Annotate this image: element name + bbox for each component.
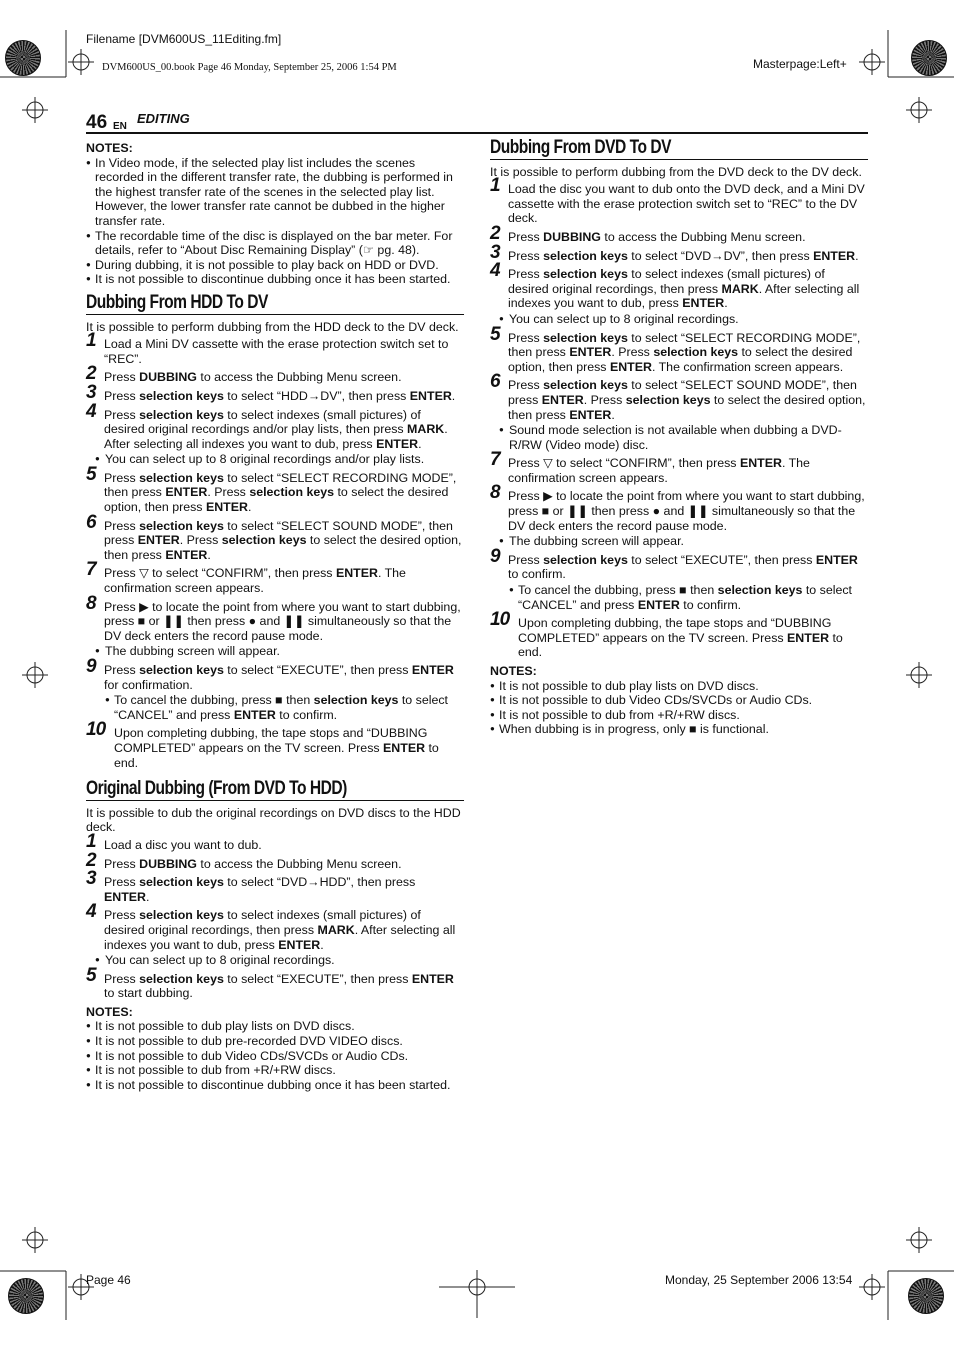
section-intro: It is possible to perform dubbing from the DVD deck to the DV deck. <box>490 164 862 179</box>
step-number: 4 <box>490 260 501 282</box>
note-item: ● When dubbing is in progress, only ■ is functional. <box>490 722 868 737</box>
step-note: ● To cancel the dubbing, press ■ then selection keys to select “CANCEL” and press ENTER to confirm. <box>490 583 868 612</box>
notes-title: NOTES: <box>86 1004 133 1019</box>
step: 5 Press selection keys to select “EXECUTE”, then press ENTER to start dubbing. <box>86 964 454 1001</box>
step-number: 5 <box>86 964 97 986</box>
page-heading <box>86 112 868 134</box>
step-note: ● You can select up to 8 original recordings. <box>490 312 868 327</box>
page-number: 46 <box>86 112 108 133</box>
section-title-original-dubbing: Original Dubbing (From DVD To HDD) <box>86 782 464 801</box>
footer-page-label: Page 46 <box>86 1273 131 1287</box>
step-number: 4 <box>86 400 97 422</box>
step: 2 Press DUBBING to access the Dubbing Menu screen. <box>490 222 806 244</box>
section-title-hdd-to-dv: Dubbing From HDD To DV <box>86 296 464 315</box>
step: 5 Press selection keys to select “SELECT RECORDING MODE”, then press ENTER. Press selection keys to select the desired option, then press ENTER. <box>86 463 457 515</box>
step-number: 7 <box>490 449 501 471</box>
step-number: 8 <box>86 592 97 614</box>
step: 6 Press selection keys to select “SELECT SOUND MODE”, then press ENTER. Press selection keys to select the desired option, then press ENTER. <box>490 371 866 422</box>
step-number: 1 <box>86 830 97 852</box>
step-number: 6 <box>86 511 97 533</box>
step-number: 10 <box>490 609 510 631</box>
step-note: ● To cancel the dubbing, press ■ then selection keys to select “CANCEL” and press ENTER to confirm. <box>86 693 464 722</box>
step-number: 9 <box>86 656 97 677</box>
section-title-dvd-to-dv: Dubbing From DVD To DV <box>490 141 868 160</box>
notes-title: NOTES: <box>86 141 133 155</box>
step-number: 7 <box>86 559 97 581</box>
step: 10 Upon completing dubbing, the tape stops and “DUBBING COMPLETED” appears on the TV screen. Press ENTER to end. <box>490 609 843 660</box>
step-text: Load a Mini DV cassette with the erase protection switch set to “REC”. <box>104 337 449 366</box>
note-item: ● During dubbing, it is not possible to play back on HDD or DVD. <box>86 258 464 273</box>
step-note: ● You can select up to 8 original recordings and/or play lists. <box>86 452 464 467</box>
left-column <box>86 141 464 1092</box>
section-label: EDITING <box>137 111 190 126</box>
step: 2 Press DUBBING to access the Dubbing Menu screen. <box>86 849 402 871</box>
step: 7 Press ▽ to select “CONFIRM”, then press ENTER. The confirmation screen appears. <box>86 559 406 596</box>
note-item: ● It is not possible to dub from +R/+RW discs. <box>86 1063 464 1078</box>
step: 8 Press ▶ to locate the point from where you want to start dubbing, press ■ or ❚❚ then press ● and ❚❚ simultaneously so that the DV deck enters the record pause mode. <box>86 592 461 643</box>
step: 6 Press selection keys to select “SELECT SOUND MODE”, then press ENTER. Press selection keys to select the desired option, then press ENTER. <box>86 511 462 562</box>
note-item: ● It is not possible to dub play lists on DVD discs. <box>86 1019 464 1034</box>
note-item: ● It is not possible to discontinue dubbing once it has been started. <box>86 272 464 287</box>
step-number: 1 <box>86 330 97 352</box>
step-number: 9 <box>490 545 501 567</box>
step-number: 8 <box>490 482 501 504</box>
step-number: 10 <box>86 719 106 741</box>
step: 1 Load a disc you want to dub. <box>86 830 262 852</box>
step-number: 2 <box>490 222 501 244</box>
note-item: ● It is not possible to dub play lists on DVD discs. <box>490 679 868 694</box>
note-item: ● It is not possible to dub pre-recorded DVD VIDEO discs. <box>86 1034 464 1049</box>
step-number: 5 <box>86 463 97 485</box>
step: 4 Press selection keys to select indexes (small pictures) of desired original recordings and/or play lists, then press MARK. After selecting all indexes you want to dub, press ENTER. <box>86 400 448 451</box>
note-item: ● In Video mode, if the selected play list includes the scenes recorded in the different transfer rate, the dubbing is performed in the highest transfer rate of the scenes in the selected play list. However, the lower transfer rate cannot be dubbed in the higher transfer rate. <box>86 156 464 229</box>
step: 4 Press selection keys to select indexes (small pictures) of desired original recordings, then press MARK. After selecting all indexes you want to dub, press ENTER. <box>490 260 860 311</box>
step-number: 3 <box>86 868 97 890</box>
footer-date-label: Monday, 25 September 2006 13:54 <box>665 1273 853 1287</box>
note-item: ● The recordable time of the disc is displayed on the bar meter. For details, refer to “About Disc Remaining Display” (☞ pg. 48). <box>86 229 464 258</box>
step: 5 Press selection keys to select “SELECT RECORDING MODE”, then press ENTER. Press selection keys to select the desired option, then press ENTER. The confirmation screen appears. <box>490 323 861 374</box>
step: 3 Press selection keys to select “DVD→DV”, then press ENTER. <box>490 241 859 263</box>
step-number: 3 <box>490 241 501 263</box>
note-item: ● It is not possible to dub Video CDs/SVCDs or Audio CDs. <box>490 693 868 708</box>
step: 8 Press ▶ to locate the point from where you want to start dubbing, press ■ or ❚❚ then press ● and ❚❚ simultaneously so that the DV deck enters the record pause mode. <box>490 482 865 533</box>
step-note: ● Sound mode selection is not available when dubbing a DVD-R/RW (Video mode) disc. <box>490 423 868 452</box>
book-info-line: DVM600US_00.book Page 46 Monday, September 25, 2006 1:54 PM <box>102 62 397 73</box>
step: 10 Upon completing dubbing, the tape stops and “DUBBING COMPLETED” appears on the TV screen. Press ENTER to end. <box>86 719 439 770</box>
step: 9 Press selection keys to select “EXECUTE”, then press ENTER for confirmation. <box>86 656 454 692</box>
step-number: 2 <box>86 363 97 385</box>
step: 7 Press ▽ to select “CONFIRM”, then press ENTER. The confirmation screen appears. <box>490 449 810 485</box>
step-number: 3 <box>86 381 97 403</box>
language-code: EN <box>113 121 127 132</box>
step: 1 Load the disc you want to dub onto the DVD deck, and a Mini DV cassette with the erase protection switch set to “REC” to the DV deck. <box>490 175 865 226</box>
note-item: ● It is not possible to dub Video CDs/SVCDs or Audio CDs. <box>86 1049 464 1064</box>
section-intro: It is possible to perform dubbing from the HDD deck to the DV deck. <box>86 319 459 334</box>
step: 3 Press selection keys to select “DVD→HDD”, then press ENTER. <box>86 868 416 904</box>
step: 4 Press selection keys to select indexes (small pictures) of desired original recordings, then press MARK. After selecting all indexes you want to dub, press ENTER. <box>86 901 456 952</box>
step: 9 Press selection keys to select “EXECUTE”, then press ENTER to confirm. <box>490 545 858 582</box>
section-intro: It is possible to dub the original recordings on DVD discs to the HDD deck. <box>86 805 461 835</box>
filename-label: Filename [DVM600US_11Editing.fm] <box>86 32 282 46</box>
step-number: 5 <box>490 323 501 345</box>
step: 2 Press DUBBING to access the Dubbing Menu screen. <box>86 363 402 385</box>
step-number: 4 <box>86 901 97 923</box>
step-number: 1 <box>490 175 501 197</box>
right-column <box>490 137 868 737</box>
note-item: ● It is not possible to discontinue dubbing once it has been started. <box>86 1078 464 1093</box>
step: 3 Press selection keys to select “HDD→DV”, then press ENTER. <box>86 381 456 403</box>
masterpage-label: Masterpage:Left+ <box>753 57 847 71</box>
step <box>86 330 464 366</box>
notes-title: NOTES: <box>490 664 537 678</box>
step-number: 6 <box>490 371 501 393</box>
step-note: ● The dubbing screen will appear. <box>490 534 868 549</box>
step-note: ● You can select up to 8 original recordings. <box>86 953 464 968</box>
step-number: 2 <box>86 849 97 871</box>
step-note: ● The dubbing screen will appear. <box>86 644 464 659</box>
note-item: ● It is not possible to dub from +R/+RW discs. <box>490 708 868 723</box>
